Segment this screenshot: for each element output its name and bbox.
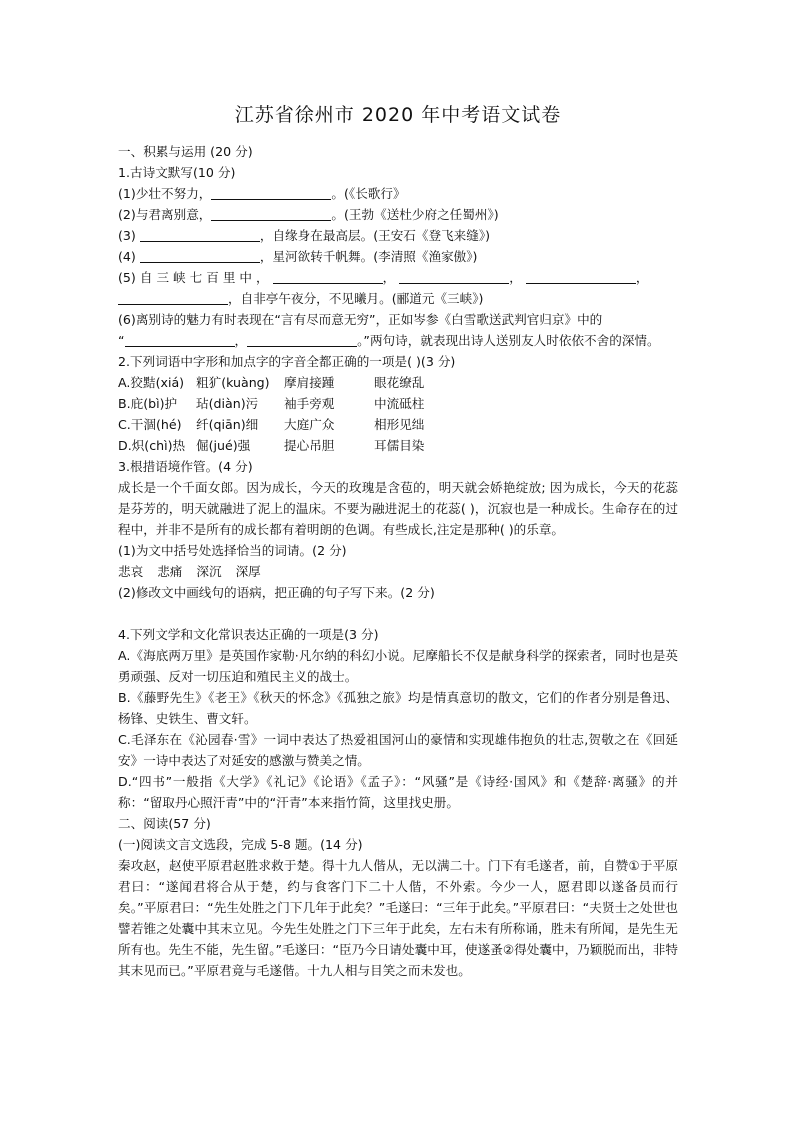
question-heading: (一)阅读文言文选段，完成 5-8 题。(14 分)	[118, 837, 363, 852]
line-text: ，	[509, 270, 522, 285]
choice-cell: 相形见绌	[374, 417, 425, 432]
answer-blank[interactable]	[273, 269, 383, 284]
line-text: (1)少壮不努力，	[118, 186, 212, 201]
line-text: (3)	[118, 228, 140, 243]
choice-row-b[interactable]	[118, 393, 678, 414]
choice-row-c[interactable]	[118, 414, 678, 435]
fill-line-2	[118, 204, 678, 225]
choice-cell: 粗犷(kuàng)	[196, 375, 270, 390]
fill-line-6-cont	[118, 330, 678, 351]
fill-line-4	[118, 246, 678, 267]
line-text: ，	[635, 270, 649, 285]
section-heading: 一、积累与运用 (20 分)	[118, 144, 253, 159]
section-heading: 二、阅读(57 分)	[118, 816, 211, 831]
question-heading: 2.下列词语中字形和加点字的字音全都正确的一项是( )(3 分)	[118, 354, 456, 369]
answer-blank[interactable]	[125, 332, 235, 347]
choice-option-c[interactable]: C.毛泽东在《沁园春·雪》一词中表达了热爱祖国河山的豪情和实现雄伟抱负的壮志,贺敬之在《回延安》一诗中表达了对延安的感激与赞美之情。	[118, 732, 678, 768]
fill-line-3	[118, 225, 678, 246]
word-options	[118, 561, 678, 582]
choice-cell: D.炽(chì)热	[118, 438, 186, 453]
answer-blank[interactable]	[140, 248, 260, 263]
choice-row-a[interactable]	[118, 372, 678, 393]
line-text: ，自缘身在最高层。(王安石《登飞来缝》)	[259, 228, 491, 243]
answer-blank[interactable]	[399, 269, 509, 284]
answer-blank[interactable]	[211, 206, 331, 221]
choice-cell: 眼花缭乱	[374, 375, 425, 390]
line-text: (4)	[118, 249, 140, 264]
choice-cell: 玷(diàn)污	[196, 396, 259, 411]
choice-cell: 中流砥柱	[374, 396, 425, 411]
choice-option-d[interactable]: D.“四书”一般指《大学》《礼记》《论语》《孟子》：“风骚”是《诗经·国风》和《楚辞·离骚》的并称：“留取丹心照汗青”中的“汗青”本来指竹简，这里找史册。	[118, 774, 678, 810]
line-text: “	[118, 333, 125, 348]
word-option: 悲哀	[118, 564, 144, 579]
sub-question: (1)为文中括号处选择恰当的词请。(2 分)	[118, 543, 347, 558]
classical-passage: 秦攻赵，赵使平原君赵胜求救于楚。得十九人偕从，无以满二十。门下有毛遂者，前，自赞①于平原君曰：“遂闻君将合从于楚，约与食客门下二十人偕，不外索。今少一人，愿君即以遂备员而行矣。”平原君曰：“先生处胜之门下几年于此矣？”毛遂曰：“三年于此矣。”平原君曰：“夫贤士之处世也譬若锥之处囊中其末立见。今先生处胜之门下三年于此矣，左右未有所称诵，胜未有所闻，是先生无所有也。先生不能，先生留。”毛遂曰：“臣乃今日请处囊中耳，使遂蚤②得处囊中，乃颖脱而出，非特其末见而已。”平原君竟与毛遂偕。十九人相与目笑之而未发也。	[118, 858, 678, 978]
fill-line-5-cont	[118, 288, 678, 309]
line-text: ，	[382, 270, 396, 285]
line-text: 。(《长歌行》	[331, 186, 406, 201]
choice-cell: 摩肩接踵	[284, 375, 335, 390]
answer-blank[interactable]	[118, 290, 228, 305]
page-title: 江苏省徐州市 2020 年中考语文试卷	[234, 104, 562, 126]
choice-cell: C.干涸(hé)	[118, 417, 182, 432]
choice-row-d[interactable]	[118, 435, 678, 456]
line-text: ，	[234, 333, 248, 348]
word-option: 深厚	[235, 564, 261, 579]
answer-blank[interactable]	[526, 269, 636, 284]
fill-line-6: (6)离别诗的魅力有时表现在“言有尽而意无穷”，正如岑参《白雪歌送武判官归京》中的	[118, 312, 603, 327]
choice-cell: 倔(jué)强	[196, 438, 251, 453]
fill-line-1	[118, 183, 678, 204]
choice-cell: B.庇(bì)护	[118, 396, 178, 411]
question-heading: 3.根措语境作管。(4 分)	[118, 459, 253, 474]
line-text: (5) 自 三 峡 七 百 里 中 ，	[118, 270, 269, 285]
passage-paragraph: 成长是一个千面女郎。因为成长，今天的玫瑰是含苞的，明天就会娇艳绽放; 因为成长，今天的花蕊是芬芳的，明天就融进了泥上的温床。不要为融进泥土的花蕊( )，沉寂也是一种成长。生命存在的过程中，并非不是所有的成长都有着明朗的色调。有些成长,注定是那种( )的乐章。	[118, 480, 678, 537]
answer-blank[interactable]	[140, 227, 260, 242]
word-option: 深沉	[196, 564, 222, 579]
fill-line-5	[118, 267, 678, 288]
answer-blank[interactable]	[247, 332, 357, 347]
choice-cell: 袖手旁观	[284, 396, 335, 411]
answer-blank[interactable]	[211, 185, 331, 200]
choice-cell: A.狡黠(xiá)	[118, 375, 185, 390]
choice-cell: 耳儒目染	[374, 438, 425, 453]
line-text: 。”两句诗，就表现出诗人送别友人时依依不舍的深情。	[357, 333, 660, 348]
choice-option-b[interactable]: B.《藤野先生》《老王》《秋天的怀念》《孤独之旅》均是情真意切的散文，它们的作者分别是鲁迅、杨锋、史铁生、曹文轩。	[118, 690, 678, 726]
line-text: ，星河欲转千帆舞。(李清照《渔家傲》)	[259, 249, 478, 264]
answer-space[interactable]	[118, 603, 678, 624]
choice-cell: 纤(qiān)细	[196, 417, 259, 432]
line-text: 。(王勃《送杜少府之任蜀州》)	[331, 207, 499, 222]
word-option: 悲痛	[157, 564, 183, 579]
choice-option-a[interactable]: A.《海底两万里》是英国作家勒·凡尔纳的科幻小说。尼摩船长不仅是献身科学的探索者，同时也是英勇顽强、反对一切压迫和殖民主义的战士。	[118, 648, 678, 684]
exam-page	[118, 100, 678, 981]
choice-cell: 提心吊胆	[284, 438, 335, 453]
question-heading: 4.下列文学和文化常识表达正确的一项是(3 分)	[118, 627, 379, 642]
line-text: (2)与君离别意，	[118, 207, 212, 222]
choice-cell: 大庭广众	[284, 417, 335, 432]
line-text: ，自非亭午夜分，不见曦月。(郦道元《三峡》)	[228, 291, 484, 306]
sub-question: (2)修改文中画线句的语病，把正确的句子写下来。(2 分)	[118, 585, 435, 600]
question-heading: 1.古诗文默写(10 分)	[118, 165, 236, 180]
